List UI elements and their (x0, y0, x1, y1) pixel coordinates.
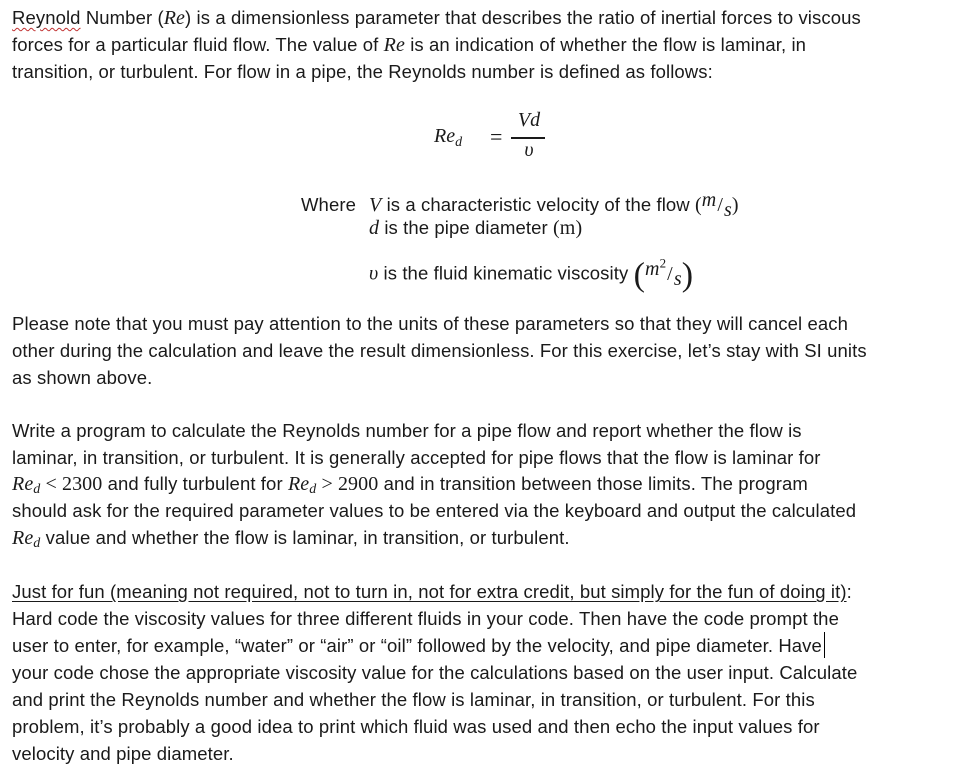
definition-velocity: Where V is a characteristic velocity of the flow (m/s) (301, 189, 739, 221)
equals-sign: = (490, 124, 503, 149)
re-symbol: Re (12, 527, 34, 549)
text-run: ) is a dimensionless parameter that describes the ratio of inertial forces to viscous (185, 7, 861, 28)
velocity-unit: m/s (701, 189, 732, 221)
text-run: Number ( (80, 7, 164, 28)
re-subscript: d (33, 536, 41, 551)
note-line-1: Please note that you must pay attention to the units of these parameters so that they will cancel each (12, 313, 848, 334)
laminar-condition: < 2300 (40, 473, 103, 495)
unit-numerator: m (645, 257, 660, 280)
note-line-3: as shown above. (12, 367, 153, 388)
task-line-1: Write a program to calculate the Reynolds number for a pipe flow and report whether the flow is (12, 420, 802, 441)
fun-line-5: and print the Reynolds number and whether the flow is laminar, in transition, or turbulent. For this (12, 689, 815, 710)
intro-line-1 (12, 4, 861, 32)
fun-line-6: problem, it’s probably a good idea to print which fluid was used and then echo the input values for (12, 716, 820, 737)
text-run: user to enter, for example, “water” or “air” or “oil” followed by the velocity, and pipe diameter. Have (12, 635, 822, 656)
text-run: value and whether the flow is laminar, in transition, or turbulent. (40, 527, 570, 548)
equation-lhs (434, 125, 462, 151)
v-symbol: V (369, 194, 382, 216)
task-line-4: should ask for the required parameter values to be entered via the keyboard and output the calculated (12, 500, 857, 521)
text-run: and fully turbulent for (102, 473, 288, 494)
unit-denominator: s (724, 199, 732, 221)
text-run: is an indication of whether the flow is laminar, in (404, 34, 807, 55)
equation-denominator: υ (524, 139, 534, 161)
fun-line-7: velocity and pipe diameter. (12, 743, 234, 764)
text-run: is the pipe diameter (379, 217, 554, 238)
text-run: is a characteristic velocity of the flow (381, 194, 696, 215)
equation-lhs-symbol: Re (434, 125, 456, 147)
equation-numerator: Vd (517, 109, 541, 131)
intro-line-3: transition, or turbulent. For flow in a pipe, the Reynolds number is defined as follows: (12, 61, 713, 82)
text-run: forces for a particular fluid flow. The value of (12, 34, 384, 55)
diameter-unit: (m) (553, 217, 583, 239)
equation-lhs-subscript: d (455, 135, 463, 150)
where-label: Where (301, 194, 356, 215)
fun-line-2: Hard code the viscosity values for three different fluids in your code. Then have the code prompt the (12, 608, 839, 629)
unit-denominator: s (673, 267, 682, 290)
reynolds-equation (434, 108, 564, 166)
task-line-2: laminar, in transition, or turbulent. It is generally accepted for pipe flows that the flow is laminar for (12, 447, 821, 468)
text-run: and in transition between those limits. The program (378, 473, 808, 494)
task-line-5 (12, 524, 570, 557)
text-run: is the fluid kinematic viscosity (378, 262, 634, 284)
re-symbol: Re (163, 7, 186, 29)
fun-line-4: your code chose the appropriate viscosity value for the calculations based on the user input. Calculate (12, 662, 858, 683)
re-symbol: Re (12, 473, 34, 495)
intro-line-2 (12, 31, 806, 59)
fun-line-1 (12, 578, 852, 605)
unit-exponent: 2 (659, 255, 667, 270)
re-symbol: Re (383, 34, 405, 56)
unit-numerator: m (701, 189, 717, 211)
re-subscript: d (309, 482, 317, 497)
re-subscript: d (33, 482, 41, 497)
turbulent-condition: > 2900 (316, 473, 379, 495)
text-run: : (846, 581, 852, 602)
definition-viscosity: υ is the fluid kinematic viscosity $(m^2/s)$ (369, 255, 694, 294)
nu-symbol: υ (369, 262, 379, 285)
d-symbol: d (369, 217, 380, 239)
definition-diameter (369, 214, 582, 242)
fun-heading: Just for fun (meaning not required, not to turn in, not for extra credit, but simply for the fun of doing it) (12, 581, 847, 602)
text-cursor (824, 632, 826, 658)
re-symbol: Re (287, 473, 310, 495)
fun-line-3 (12, 632, 825, 659)
spellcheck-word: Reynold (12, 7, 81, 28)
note-line-2: other during the calculation and leave the result dimensionless. For this exercise, let’s stay with SI units (12, 340, 867, 361)
viscosity-unit: $m^2/s$ (645, 255, 682, 290)
